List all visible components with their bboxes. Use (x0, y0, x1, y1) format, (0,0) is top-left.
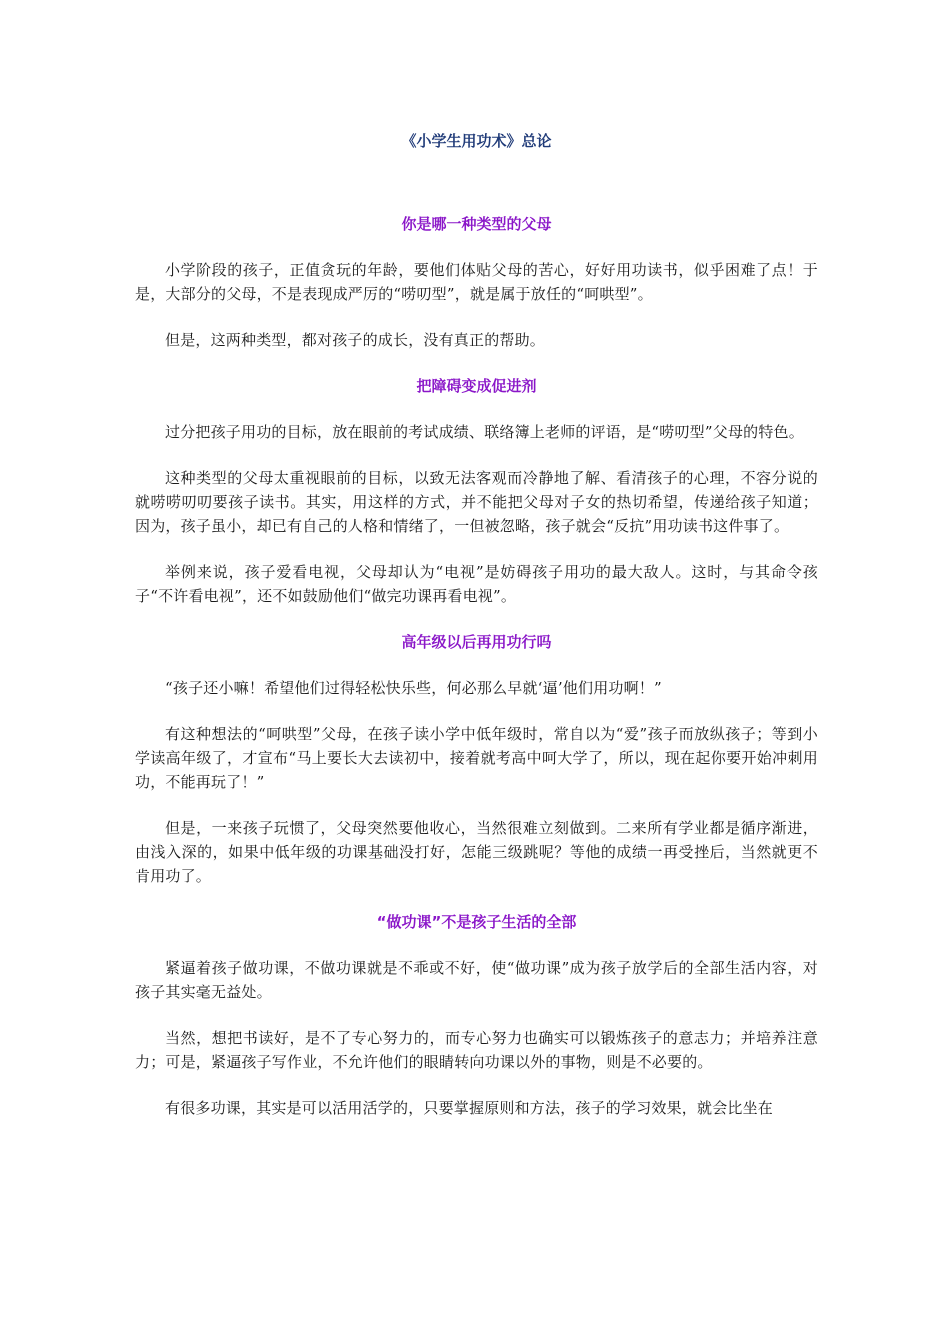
section-upper-grades (135, 630, 818, 888)
document-body (135, 212, 818, 1142)
paragraph: 小学阶段的孩子，正值贪玩的年龄，要他们体贴父母的苦心，好好用功读书，似乎困难了点！于是，大部分的父母，不是表现成严厉的“唠叨型”，就是属于放任的“呵哄型”。 (135, 261, 818, 303)
paragraph: 过分把孩子用功的目标，放在眼前的考试成绩、联络簿上老师的评语，是“唠叨型”父母的特色。 (165, 423, 804, 441)
document-title: 《小学生用功术》总论 (401, 132, 552, 150)
section-parent-types (135, 212, 818, 352)
section-heading: 你是哪一种类型的父母 (401, 215, 552, 233)
paragraph: 当然，想把书读好，是不了专心努力的，而专心努力也确实可以锻炼孩子的意志力；并培养注意力；可是，紧逼孩子写作业，不允许他们的眼睛转向功课以外的事物，则是不必要的。 (135, 1029, 818, 1071)
paragraph: 有很多功课，其实是可以活用活学的，只要掌握原则和方法，孩子的学习效果，就会比坐在 (165, 1099, 774, 1117)
section-homework-not-everything (135, 910, 818, 1120)
paragraph: 紧逼着孩子做功课，不做功课就是不乖或不好，使“做功课”成为孩子放学后的全部生活内容，对孩子其实毫无益处。 (135, 959, 818, 1001)
paragraph: 这种类型的父母太重视眼前的目标，以致无法客观而冷静地了解、看清孩子的心理，不容分说的就唠唠叨叨要孩子读书。其实，用这样的方式，并不能把父母对子女的热切希望，传递给孩子知道；因为，孩子虽小，却已有自己的人格和情绪了，一但被忽略，孩子就会“反抗”用功读书这件事了。 (135, 469, 818, 535)
section-heading: 高年级以后再用功行吗 (401, 633, 552, 651)
paragraph: 但是，这两种类型，都对孩子的成长，没有真正的帮助。 (165, 331, 546, 349)
paragraph: 但是，一来孩子玩惯了，父母突然要他收心，当然很难立刻做到。二来所有学业都是循序渐进，由浅入深的，如果中低年级的功课基础没打好，怎能三级跳呢？等他的成绩一再受挫后，当然就更不肯用功了。 (135, 819, 818, 885)
section-heading: “做功课”不是孩子生活的全部 (376, 913, 577, 931)
paragraph: 举例来说，孩子爱看电视，父母却认为“电视”是妨碍孩子用功的最大敌人。这时，与其命令孩子“不许看电视”，还不如鼓励他们“做完功课再看电视”。 (135, 563, 818, 605)
section-heading: 把障碍变成促进剂 (416, 377, 537, 395)
section-obstacle-to-promoter (135, 374, 818, 608)
paragraph: “孩子还小嘛！希望他们过得轻松快乐些，何必那么早就‘逼’他们用功啊！” (165, 679, 662, 697)
paragraph: 有这种想法的“呵哄型”父母，在孩子读小学中低年级时，常自以为“爱”孩子而放纵孩子；等到小学读高年级了，才宣布“马上要长大去读初中，接着就考高中呵大学了，所以，现在起你要开始冲刺用功，不能再玩了！” (135, 725, 818, 791)
